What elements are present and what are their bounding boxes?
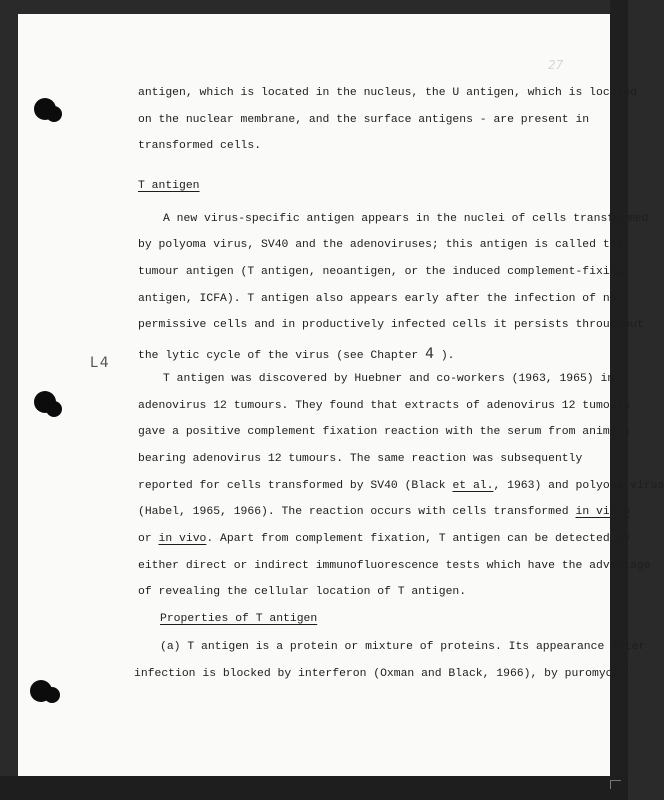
- text-segment: reported for cells transformed by SV40 (Black: [138, 480, 453, 492]
- text-line: infection is blocked by interferon (Oxman and Black, 1966), by puromycin: [134, 668, 627, 680]
- page-number: 27: [548, 58, 564, 72]
- text-segment: or: [138, 533, 159, 545]
- text-line: bearing adenovirus 12 tumours. The same reaction was subsequently: [138, 453, 583, 465]
- text-line: (a) T antigen is a protein or mixture of proteins. Its appearance after: [160, 641, 646, 653]
- text-line: [138, 506, 630, 518]
- handwritten-chapter-number: 4: [425, 346, 435, 362]
- text-line: permissive cells and in productively infected cells it persists throughout: [138, 319, 644, 331]
- section-heading: Properties of T antigen: [160, 613, 318, 625]
- text-line: tumour antigen (T antigen, neoantigen, or the induced complement-fixing: [138, 266, 624, 278]
- text-line: either direct or indirect immunofluorescence tests which have the advantage: [138, 560, 651, 572]
- text-line: transformed cells.: [138, 140, 262, 152]
- margin-annotation: L4: [90, 355, 111, 371]
- text-line: antigen, ICFA). T antigen also appears early after the infection of non-: [138, 293, 631, 305]
- text-segment: ).: [434, 350, 455, 362]
- text-line: antigen, which is located in the nucleus, the U antigen, which is located: [138, 87, 637, 99]
- underlined-term: et al.: [452, 480, 494, 492]
- corner-mark: [610, 780, 621, 789]
- text-line: [138, 480, 664, 492]
- text-line: T antigen was discovered by Huebner and co-workers (1963, 1965) in: [163, 373, 615, 385]
- document-page: [18, 14, 664, 776]
- text-line: [138, 533, 630, 545]
- underlined-term: in vitro: [575, 506, 631, 518]
- text-line: A new virus-specific antigen appears in the nuclei of cells transformed: [163, 213, 649, 225]
- text-segment: . Apart from complement fixation, T antigen can be detected by: [206, 533, 631, 545]
- section-heading: T antigen: [138, 180, 200, 192]
- text-line: on the nuclear membrane, and the surface antigens - are present in: [138, 114, 590, 126]
- text-line: adenovirus 12 tumours. They found that extracts of adenovirus 12 tumours: [138, 400, 631, 412]
- scan-border-bottom: [0, 776, 628, 800]
- text-segment: the lytic cycle of the virus (see Chapter: [138, 350, 426, 362]
- text-segment: , 1963) and polyoma virus: [493, 480, 664, 492]
- text-segment: (Habel, 1965, 1966). The reaction occurs with cells transformed: [138, 506, 576, 518]
- text-line: by polyoma virus, SV40 and the adenoviruses; this antigen is called the: [138, 239, 624, 251]
- underlined-term: in vivo: [158, 533, 207, 545]
- text-line: [138, 346, 455, 362]
- text-line: of revealing the cellular location of T antigen.: [138, 586, 467, 598]
- page-text: [18, 14, 664, 776]
- text-line: gave a positive complement fixation reaction with the serum from animals: [138, 426, 631, 438]
